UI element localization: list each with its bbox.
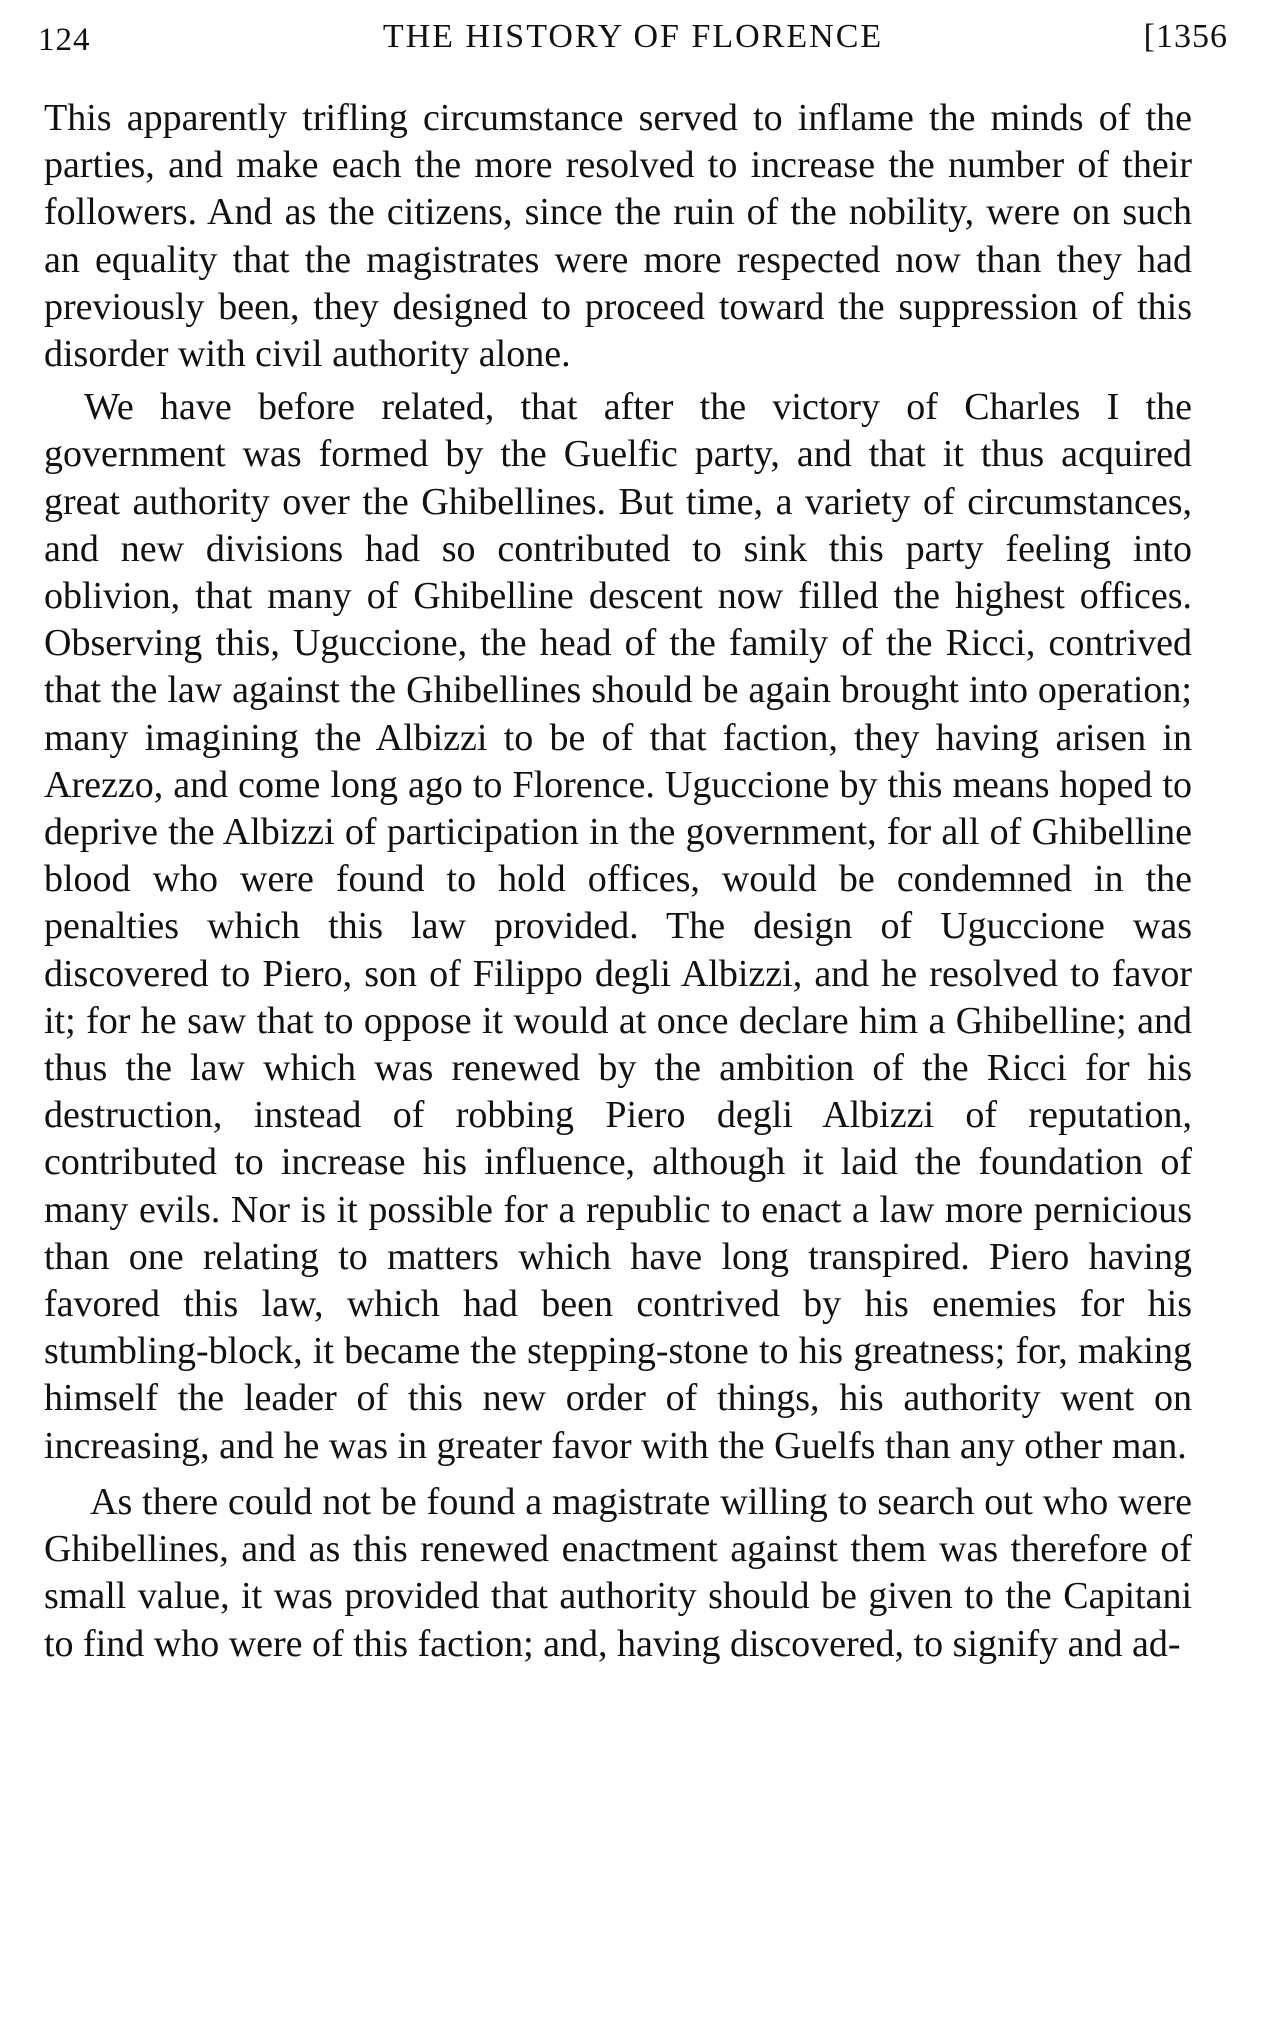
running-head — [38, 14, 1228, 64]
running-title: THE HISTORY OF FLORENCE — [382, 18, 884, 55]
paragraph: As there could not be found a magistrate willing to search out who were Ghibellines, and as this renewed enactment against them was therefore of small value, it was provided that authority should be given to the Capitani to find who were of this faction; and, having discovered, to signify and ad- — [44, 1480, 1192, 1665]
page-number: 124 — [38, 22, 91, 58]
year-marker: [1356 — [1143, 18, 1228, 55]
paragraph: We have before related, that after the victory of Charles I the government was formed by the Guelfic party, and that it thus acquired great authority over the Ghibellines. But time, a variety of circumstances, and new divisions had so contributed to sink this party feeling into oblivion, that many of Ghibelline descent now filled the highest offices. Observing this, Uguccione, the head of the family of the Ricci, contrived that the law against the Ghibellines should be again brought into operation; many imagining the Albizzi to be of that faction, they having arisen in Arezzo, and come long ago to Florence. Uguccione by this means hoped to deprive the Albizzi of participation in the government, for all of Ghibelline blood who were found to hold offices, would be condemned in the penalties which this law provided. The design of Uguccione was discovered to Piero, son of Filippo degli Albizzi, and he resolved to favor it; for he saw that to oppose it would at once declare him a Ghibelline; and thus the law which was renewed by the ambition of the Ricci for his destruction, instead of robbing Piero degli Albizzi of reputation, contributed to increase his influence, although it laid the foundation of many evils. Nor is it possible for a republic to enact a law more pernicious than one relating to matters which have long transpired. Piero having favored this law, which had been contrived by his enemies for his stumbling-block, it became the stepping-stone to his greatness; for, making himself the leader of this new order of things, his authority went on increasing, and he was in greater favor with the Guelfs than any other man. — [44, 386, 1192, 1467]
body-text — [44, 95, 1192, 1668]
paragraph: This apparently trifling circumstance served to inflame the minds of the parties, and make each the more resolved to increase the number of their followers. And as the citizens, since the ruin of the nobility, were on such an equality that the magistrates were more respected now than they had previously been, they designed to proceed toward the suppression of this disorder with civil authority alone. — [44, 97, 1192, 376]
